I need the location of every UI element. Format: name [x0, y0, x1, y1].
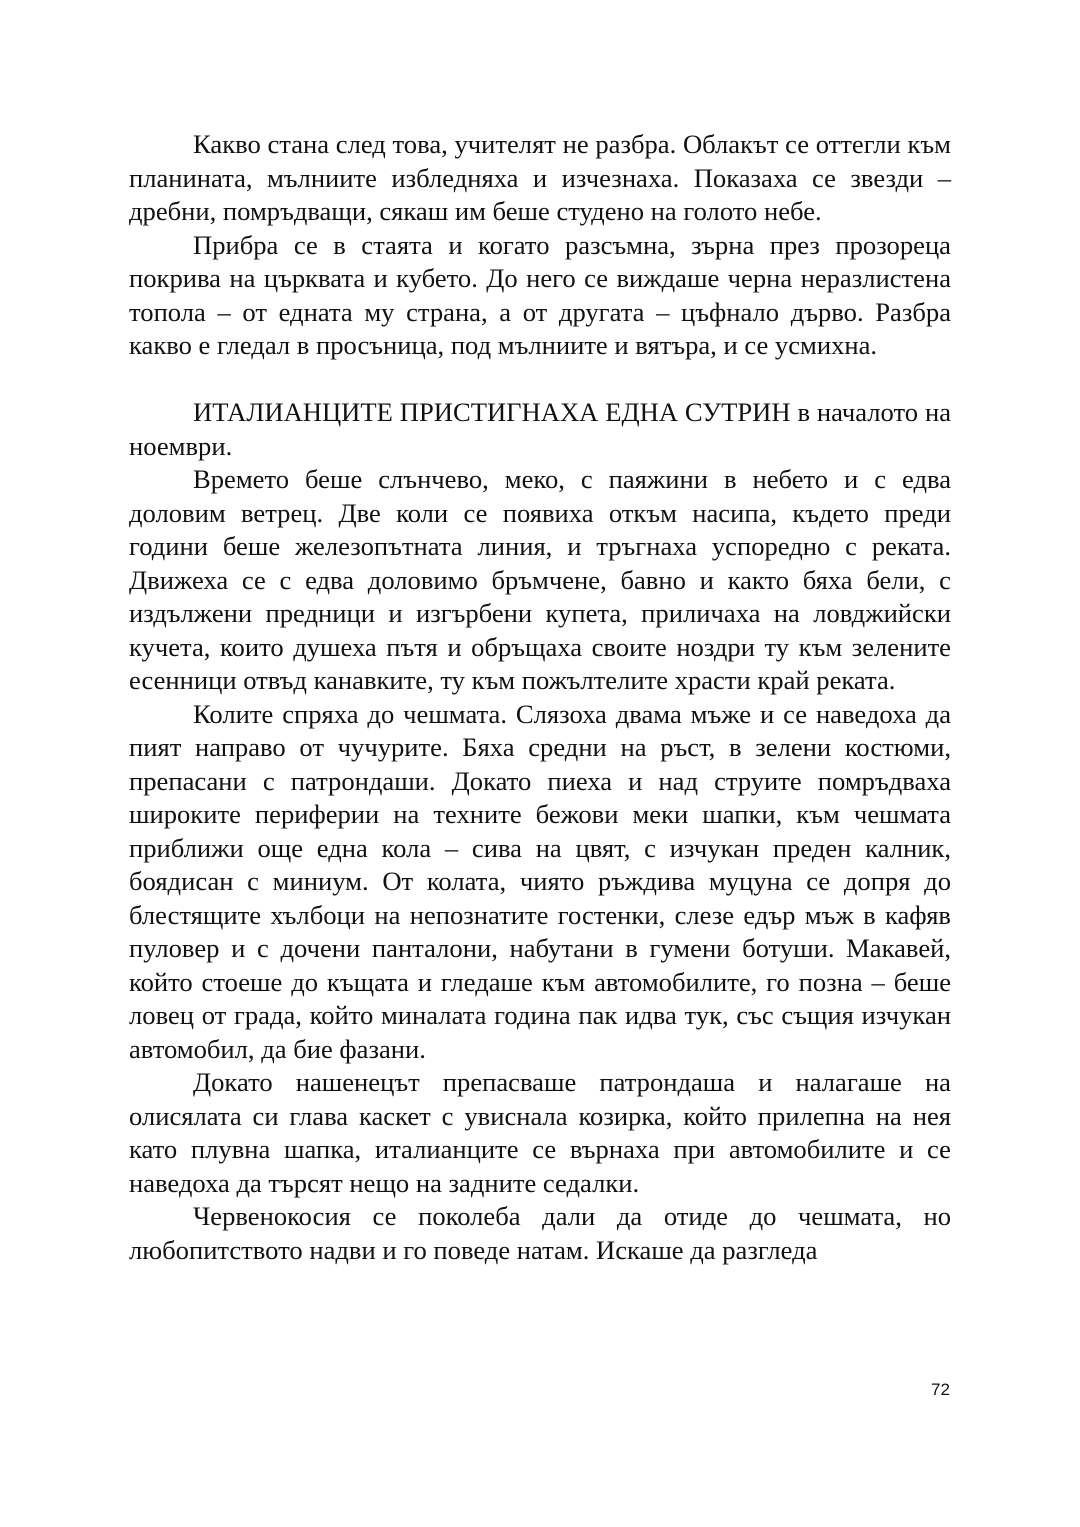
- paragraph-7: Червенокосия се поколеба дали да отиде до чешмата, но любопитството надви и го поведе натам. Искаше да разгледа: [129, 1201, 951, 1265]
- page-number: 72: [931, 1380, 950, 1399]
- paragraph-6: Докато нашенецът препасваше патрондаша и налагаше на олисялата си глава каскет с увиснала козирка, който прилепна на нея като плувна шапка, италианците се върнаха при автомобилите и се наведоха да търсят нещо на задните седалки.: [129, 1067, 951, 1198]
- paragraph-2: Прибра се в стаята и когато разсъмна, зърна през прозореца покрива на църквата и кубето. До него се виждаше черна неразлистена топола – от едната му страна, а от другата – цъфнало дърво. Разбра какво е гледал в просъница, под мълниите и вятъра, и се усмихна.: [129, 229, 951, 360]
- body-text: [129, 128, 951, 1267]
- paragraph-1: Какво стана след това, учителят не разбра. Облакът се оттегли към планината, мълниите избледняха и изчезнаха. Показаха се звезди – дребни, помръдващи, сякаш им беше студено на голото небе.: [129, 129, 951, 226]
- paragraph-5: Колите спряха до чешмата. Слязоха двама мъже и се наведоха да пият направо от чучурите. Бяха средни на ръст, в зелени костюми, препасани с патрондаши. Докато пиеха и над струите помръдваха широките периферии на техните бежови меки шапки, към чешмата приближи още една кола – сива на цвят, с изчукан преден калник, боядисан с миниум. От колата, чиято ръждива муцуна се допря до блестящите хълбоци на непознатите гостенки, слезе едър мъж в кафяв пуловер и с дочени панталони, набутани в гумени ботуши. Макавей, който стоеше до къщата и гледаше към автомобилите, го позна – беше ловец от града, който миналата година пак идва тук, със същия изчукан автомобил, да бие фазани.: [129, 698, 951, 1064]
- paragraph-4: Времето беше слънчево, меко, с паяжини в небето и с едва доловим ветрец. Две коли се появиха откъм насипа, където преди години беше железопътната линия, и тръгнаха успоредно с реката. Движеха се с едва доловимо бръмчене, бавно и както бяха бели, с издължени предници и изгърбени купета, приличаха на ловджийски кучета, които душеха пътя и обръщаха своите ноздри ту към зелените есенници отвъд канавките, ту към пожълтелите храсти край реката.: [129, 464, 951, 695]
- chapter-opening-paragraph: ИТАЛИАНЦИТЕ ПРИСТИГНАХА ЕДНА СУТРИН в началото на ноември.: [129, 397, 951, 461]
